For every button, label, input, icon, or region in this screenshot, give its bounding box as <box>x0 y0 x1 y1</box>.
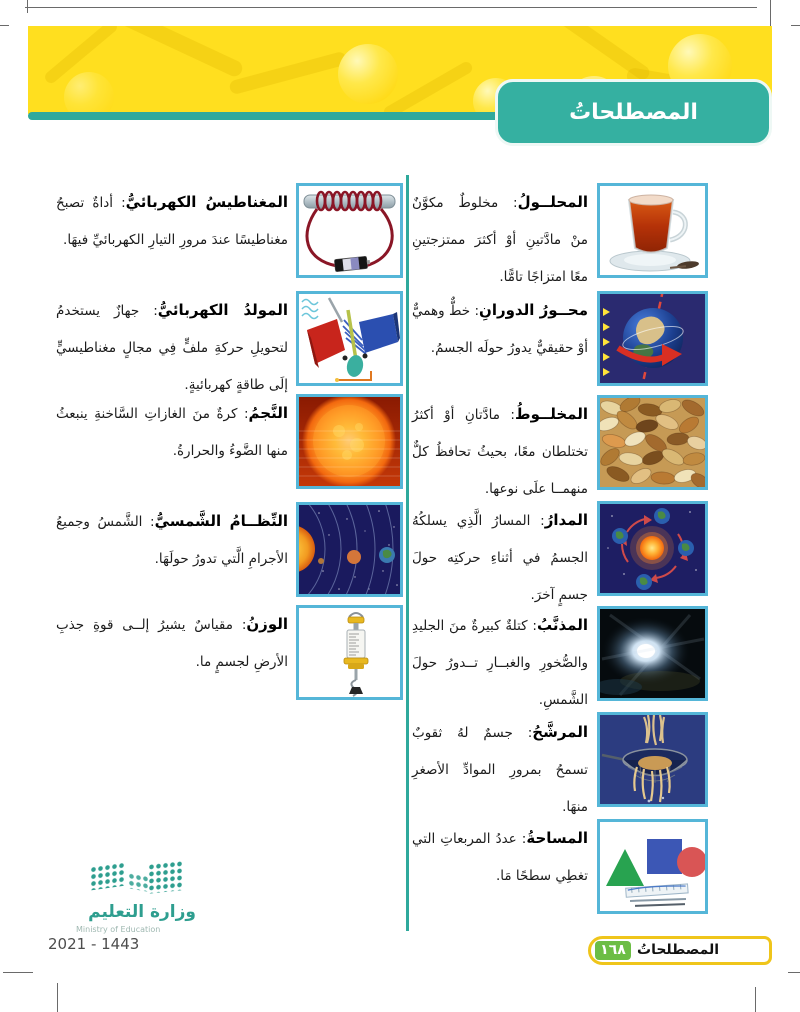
entry-area-text <box>412 820 588 894</box>
term-label: المغناطيسُ الكهربائيُّ <box>125 193 288 211</box>
term-label: النِّظــامُ الشَّمسيُّ <box>154 512 288 530</box>
ministry-name-english: Ministry of Education <box>76 925 161 934</box>
term-label: المحلــولُ <box>517 193 588 211</box>
term-definition: : مادَّتانِ أوْ أكثرُ تختلطان معًا، بحيثُ تحافظُ كلٌّ منهمــا علَى نوعها. <box>412 407 588 497</box>
strainer-image <box>597 712 708 807</box>
term-definition: : مخلوطٌ مكوَّنٌ منْ مادَّتينِ أوْ أكثرَ ممتزجتينِ معًا امتزاجًا تامًّا. <box>412 195 588 285</box>
doodle-pencil <box>111 26 245 79</box>
page-title: المصطلحاتُ <box>569 100 698 125</box>
term-label: الوزنُ <box>246 615 288 633</box>
term-label: محــورُ الدورانِ <box>479 301 588 319</box>
entry-solar-system-text <box>56 503 288 577</box>
crop-mark <box>791 25 800 26</box>
term-definition: : المسارُ الَّذِي يسلكُهُ الجسمُ في أثناءِ حركتِه حولَ جسمٍ آخرَ. <box>412 513 588 603</box>
entry-mixture-text <box>412 396 588 507</box>
entry-orbit-text <box>412 502 588 613</box>
entry-star-text <box>56 395 288 469</box>
doodle-pencil <box>228 51 348 96</box>
earth-rotation-axis-image <box>597 291 708 386</box>
term-definition: : مقياسٌ يشيرُ إلــى قوةِ جذبِ الأرضِ لجسمٍ ما. <box>56 617 288 670</box>
crop-mark <box>755 987 756 1012</box>
page-footer-tab <box>588 936 772 965</box>
electromagnet-image <box>296 183 403 278</box>
footer-section-label: المصطلحاتُ <box>637 942 720 958</box>
entry-generator-text <box>56 292 288 403</box>
doodle-bubble <box>338 44 398 104</box>
spring-scale-image <box>296 605 403 700</box>
crop-mark <box>57 983 58 1012</box>
doodle-bubble <box>64 72 114 114</box>
term-definition: : كرةٌ منَ الغازاتِ السَّاخنةِ ينبعثُ منها الضَّوءُ والحرارةُ. <box>56 406 288 459</box>
term-definition: : جسمٌ لهُ ثقوبٌ تسمحُ بمرورِ الموادِّ الأصغرِ منهَا. <box>412 725 588 815</box>
sun-star-image <box>296 394 403 489</box>
solar-system-image <box>296 502 403 597</box>
mixed-nuts-image <box>597 395 708 490</box>
entry-electromagnet-text <box>56 184 288 258</box>
page-number-badge: ١٦٨ <box>595 941 631 960</box>
crop-mark <box>788 972 800 973</box>
term-label: المذنَّبُ <box>536 616 588 634</box>
entry-solution-text <box>412 184 588 295</box>
column-divider <box>406 175 409 931</box>
crop-mark <box>27 0 28 13</box>
term-definition: : عددُ المربعاتِ التي تغطِي سطحًا مَا. <box>412 831 588 884</box>
entry-rotation-axis-text <box>412 292 588 366</box>
term-label: المرشَّحُ <box>532 723 588 741</box>
glossary-title-tab <box>495 79 772 146</box>
term-definition: : خطٌّ وهميٌّ أوْ حقيقيٌّ يدورُ حولَه الجسمُ. <box>412 303 588 356</box>
electric-generator-image <box>296 291 403 386</box>
term-label: المخلــوطُ <box>514 405 588 423</box>
term-definition: : أداةٌ تصبحُ مغناطيسًا عندَ مرورِ التيارِ الكهربائيِّ فيهَا. <box>56 195 288 248</box>
crop-mark <box>770 0 771 26</box>
orbit-diagram-image <box>597 501 708 596</box>
edition-years: 2021 - 1443 <box>48 935 140 953</box>
entry-weight-text <box>56 606 288 680</box>
entry-strainer-text <box>412 714 588 825</box>
ministry-name-arabic: وزارة التعليم <box>88 902 196 922</box>
tea-glass-image <box>597 183 708 278</box>
geometric-shapes-image <box>597 819 708 914</box>
crop-mark <box>0 25 9 26</box>
term-label: المدارُ <box>544 511 588 529</box>
crop-mark <box>3 972 33 973</box>
term-label: المولدُ الكهربائيُّ <box>157 301 288 319</box>
term-label: النَّجمُ <box>248 404 288 422</box>
ministry-logo-dots-icon <box>90 862 182 896</box>
term-label: المساحةُ <box>526 829 588 847</box>
crop-mark <box>25 7 757 8</box>
entry-comet-text <box>412 607 588 718</box>
term-definition: : جهازٌ يستخدمُ لتحويلِ حركةِ ملفٍّ فِي مجالٍ مغناطيسيٍّ إلَى طاقةٍ كهربائيةٍ. <box>56 303 288 393</box>
comet-image <box>597 606 708 701</box>
term-definition: : كتلةٌ كبيرةٌ منَ الجليدِ والصُّخورِ والغبــارِ تــدورُ حولَ الشَّمسِ. <box>412 618 588 708</box>
term-definition: : الشَّمسُ وجميعُ الأجرامِ الَّتي تدورُ حولَهَا. <box>56 514 288 567</box>
